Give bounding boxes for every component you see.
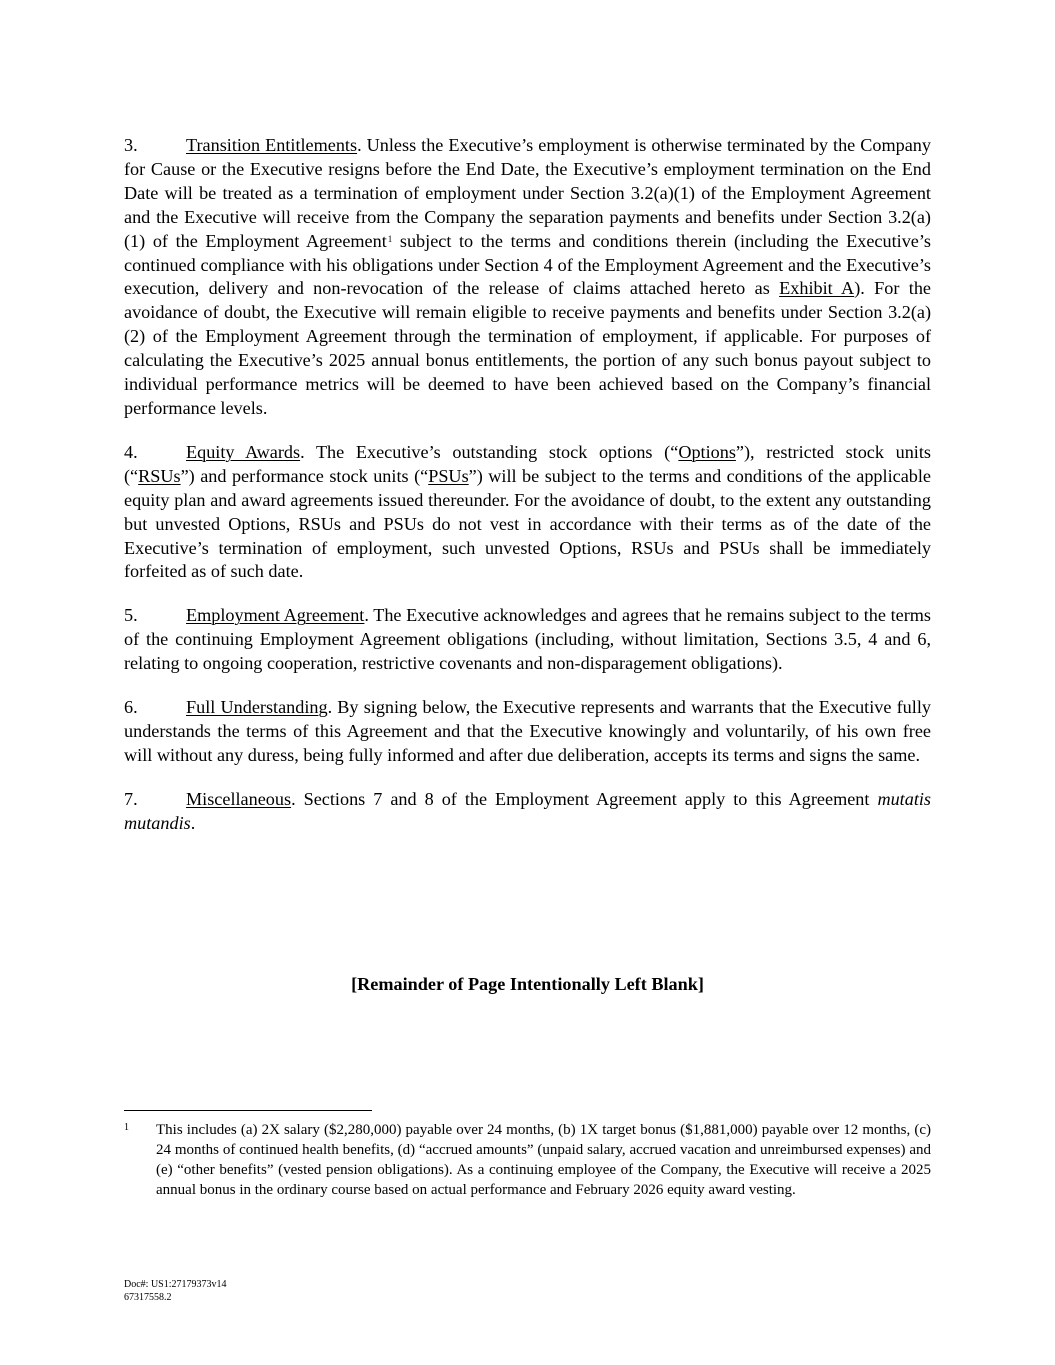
section-3 (124, 134, 931, 421)
defined-term-psus: PSUs (428, 465, 469, 486)
footnote-mark: 1 (124, 1122, 129, 1133)
section-heading: Full Understanding (186, 697, 328, 718)
section-heading: Equity Awards (186, 441, 301, 462)
section-text: . Unless the Executive’s employment is otherwise terminated by the Company for Cause or the Executive resigns before the End Date, the Executive’s employment termination on the End Date will be treated as a termination of employment under Section 3.2(a)(1) of the Employment Agreement and the Executive will receive from the Company the separation payments and benefits under Section 3.2(a)(1) of the Employment Agreement (124, 135, 931, 251)
section-number: 3. (124, 135, 138, 155)
section-text: subject to the terms and conditions therein (including the Executive’s continued compliance with his obligations under Section 4 of the Employment Agreement and the Executive’s execution, delivery and non-revocation of the release of claims attached hereto as (124, 230, 931, 299)
footnote (124, 1121, 931, 1201)
remainder-note: [Remainder of Page Intentionally Left Blank] (351, 974, 704, 994)
section-4 (124, 441, 931, 584)
agreement-body (124, 134, 931, 856)
footnote-reference[interactable]: 1 (387, 233, 393, 244)
section-number: 5. (124, 605, 138, 626)
section-5 (124, 604, 931, 676)
section-text: ). For the avoidance of doubt, the Executive will remain eligible to receive payments and benefits under Section 3.2(a)(2) of the Employment Agreement through the termination of employment, if applicable. For purposes of calculating the Executive’s 2025 annual bonus entitlements, the portion of any such bonus payout subject to individual performance metrics will be deemed to have been achieved based on the Company’s financial performance levels. (124, 278, 931, 418)
section-heading: Transition Entitlements (186, 135, 358, 155)
footnote-text: This includes (a) 2X salary ($2,280,000) payable over 24 months, (b) 1X target bonus ($1,881,000) payable over 12 months, (c) 24 months of continued health benefits, (d) “accrued amounts” (unpaid salary, accrued vacation and unreimbursed expenses) and (e) “other benefits” (vested pension obligations). As a continuing employee of the Company, the Executive will receive a 2025 annual bonus in the ordinary course based on actual performance and February 2026 equity award vesting. (156, 1122, 931, 1198)
section-text: ”), restricted stock units (“ (124, 441, 931, 486)
latin-phrase: mutatis mutandis (124, 788, 931, 833)
document-id-line: 67317558.2 (124, 1292, 172, 1303)
document-id (124, 1278, 227, 1304)
footnote-divider (124, 1110, 372, 1111)
section-text: . By signing below, the Executive represents and warrants that the Executive fully understands the terms of this Agreement and that the Executive knowingly and voluntarily, of his own free will without any duress, being fully informed and after due deliberation, accepts its terms and signs the same. (124, 697, 931, 765)
document-id-line: Doc#: US1:27179373v14 (124, 1279, 227, 1290)
section-number: 6. (124, 697, 138, 718)
section-7 (124, 788, 931, 836)
section-text: . The Executive acknowledges and agrees that he remains subject to the terms of the continuing Employment Agreement obligations (including, without limitation, Sections 3.5, 4 and 6, relating to ongoing cooperation, restrictive covenants and non-disparagement obligations). (124, 605, 931, 674)
section-number: 4. (124, 441, 138, 462)
section-number: 7. (124, 788, 138, 809)
section-heading: Miscellaneous (186, 788, 292, 809)
section-text: ”) and performance stock units (“ (180, 465, 429, 486)
section-text: ”) will be subject to the terms and conditions of the applicable equity plan and award agreements issued thereunder. For the avoidance of doubt, to the extent any outstanding but unvested Options, RSUs and PSUs do not vest in accordance with their terms as of the date of the Executive’s termination of employment, such unvested Options, RSUs and PSUs shall be immediately forfeited as of such date. (124, 465, 931, 582)
exhibit-a-reference: Exhibit A (779, 278, 855, 299)
section-text: . The Executive’s outstanding stock options (“ (300, 441, 679, 462)
defined-term-options: Options (678, 441, 736, 462)
section-heading: Employment Agreement (186, 605, 365, 626)
section-6 (124, 696, 931, 768)
section-text: . Sections 7 and 8 of the Employment Agreement apply to this Agreement (291, 788, 878, 809)
section-text: . (190, 812, 196, 833)
defined-term-rsus: RSUs (138, 465, 181, 486)
